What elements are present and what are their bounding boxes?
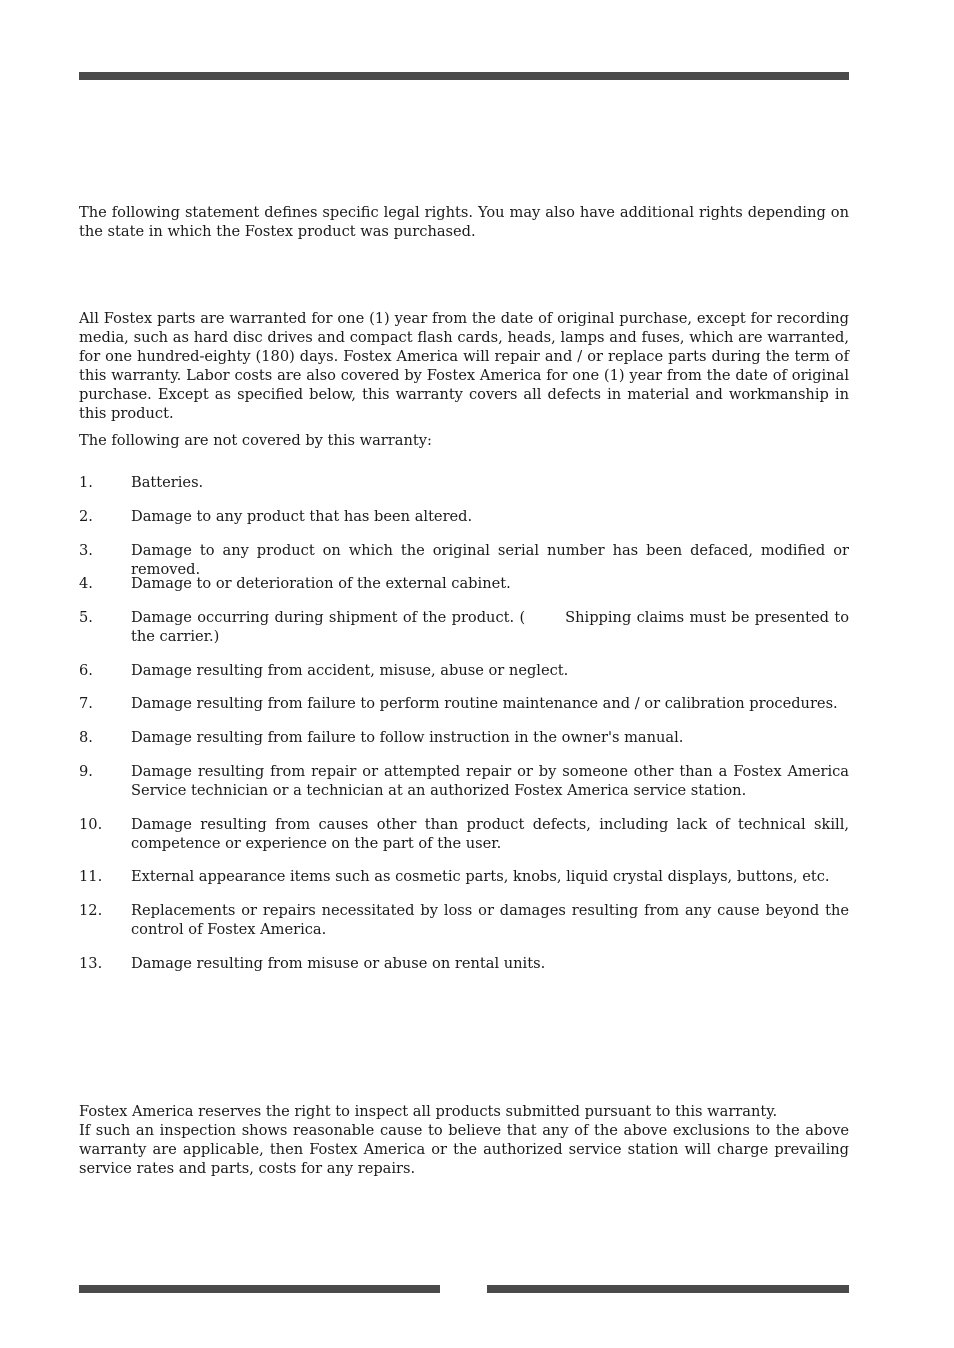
exclusion-text-part: Damage occurring during shipment of the product. ( <box>131 609 526 626</box>
exclusion-text: Damage to or deterioration of the external cabinet. <box>131 575 511 592</box>
exclusion-text-part: Shipping claims must be presented to the carrier.) <box>131 609 849 645</box>
exclusion-number: 2. <box>79 508 93 525</box>
exclusion-number: 4. <box>79 575 93 592</box>
exclusion-number: 9. <box>79 763 93 780</box>
warranty-paragraph: All Fostex parts are warranted for one (1) year from the date of original purchase, except for recording media, such as hard disc drives and compact flash cards, heads, lamps and fuses, which are warranted, for one hundred-eighty (180) days. Fostex America will repair and / or replace parts during the term of this warranty. Labor costs are also covered by Fostex America for one (1) year from the date of original purchase. Except as specified below, this warranty covers all defects in material and workmanship in this product. <box>79 310 849 422</box>
exclusion-text: Damage resulting from failure to perform routine maintenance and / or calibration procedures. <box>131 695 838 712</box>
inspection-terms: If such an inspection shows reasonable cause to believe that any of the above exclusions to the above warranty are applicable, then Fostex America or the authorized service station will charge prevailing service rates and parts, costs for any repairs. <box>79 1122 849 1177</box>
exclusion-text: Damage resulting from misuse or abuse on rental units. <box>131 955 546 972</box>
inspection-statement: Fostex America reserves the right to inspect all products submitted pursuant to this warranty. <box>79 1103 778 1120</box>
exclusion-text: Damage resulting from causes other than product defects, including lack of technical skill, competence or experience on the part of the user. <box>131 816 849 852</box>
exclusion-text: Damage to any product that has been altered. <box>131 508 473 525</box>
exclusion-text: Damage to any product on which the original serial number has been defaced, modified or removed. <box>131 542 849 578</box>
exclusion-text: Damage resulting from failure to follow instruction in the owner's manual. <box>131 729 684 746</box>
exclusion-text: Replacements or repairs necessitated by loss or damages resulting from any cause beyond the control of Fostex America. <box>131 902 849 938</box>
exclusion-number: 6. <box>79 662 93 679</box>
exclusion-number: 11. <box>79 868 103 885</box>
exclusion-number: 1. <box>79 474 93 491</box>
exclusion-text <box>131 608 849 646</box>
exclusion-text: Batteries. <box>131 474 204 491</box>
exclusion-number: 12. <box>79 902 103 919</box>
exclusion-number: 13. <box>79 955 103 972</box>
exclusion-number: 3. <box>79 542 93 559</box>
exclusions-intro: The following are not covered by this warranty: <box>79 432 432 449</box>
exclusion-number: 8. <box>79 729 93 746</box>
exclusion-number: 7. <box>79 695 93 712</box>
footer-rule-right <box>487 1285 849 1293</box>
top-rule <box>79 72 849 80</box>
exclusion-number: 10. <box>79 816 103 833</box>
footer-rule-left <box>79 1285 440 1293</box>
exclusion-text: Damage resulting from repair or attempted repair or by someone other than a Fostex America Service technician or a technician at an authorized Fostex America service station. <box>131 763 849 799</box>
exclusion-text: Damage resulting from accident, misuse, abuse or neglect. <box>131 662 569 679</box>
intro-paragraph: The following statement defines specific legal rights. You may also have additional rights depending on the state in which the Fostex product was purchased. <box>79 204 849 240</box>
exclusion-text: External appearance items such as cosmetic parts, knobs, liquid crystal displays, buttons, etc. <box>131 868 830 885</box>
exclusion-number: 5. <box>79 609 93 626</box>
